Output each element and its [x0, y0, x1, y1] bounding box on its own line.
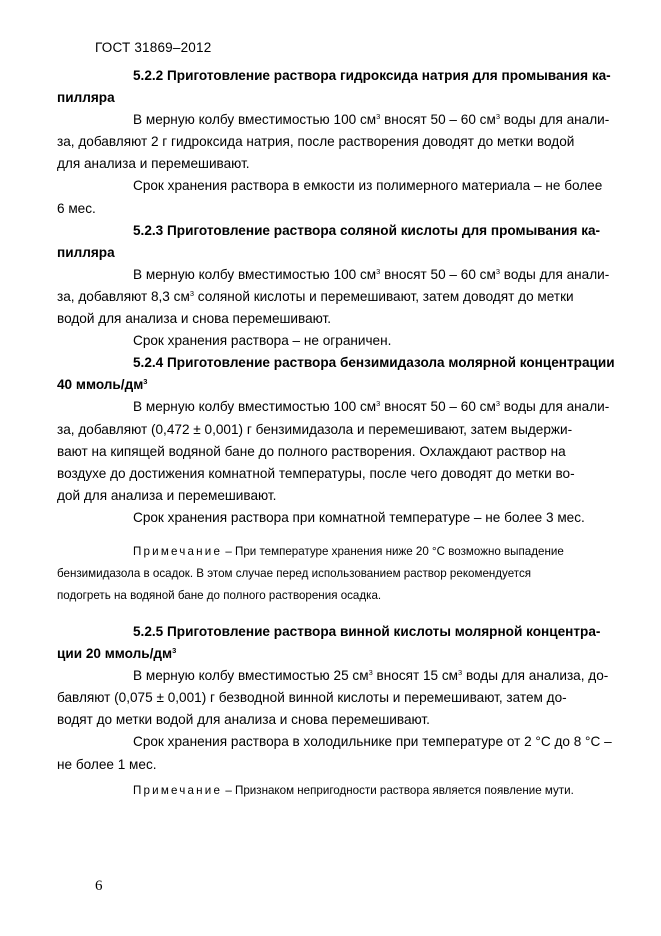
section-5-2-2-paragraph-1: В мерную колбу вместимостью 100 $см^3$ вносят 50 – 60 $см^3$ воды для анали- за, добавляют 2 г гидроксида натрия, после растворения доводят до метки водой для анализа и перемешивают.	[57, 112, 610, 172]
section-5-2-2-paragraph-2: Срок хранения раствора в емкости из полимерного материала – не более 6 мес.	[57, 178, 603, 216]
section-5-2-4-note: Примечание – При температуре хранения ниже 20 °С возможно выпадение бензимидазола в осадок. В этом случае перед использованием раствор рекомендуется подогреть на водяной бане до полного растворения осадка.	[57, 544, 564, 602]
document-body	[57, 65, 615, 802]
section-5-2-3-heading: 5.2.3 Приготовление раствора соляной кислоты для промывания ка- пилляра	[57, 222, 601, 260]
note-label: Примечание	[133, 783, 223, 797]
section-5-2-5-heading: 5.2.5 Приготовление раствора винной кислоты молярной концентра- ции 20 ммоль/$дм^3$	[57, 623, 601, 662]
section-5-2-5-paragraph-2: Срок хранения раствора в холодильнике при температуре от 2 °С до 8 °С – не более 1 мес.	[57, 734, 612, 772]
document-header: ГОСТ 31869–2012	[95, 40, 212, 55]
section-5-2-2-heading: 5.2.2 Приготовление раствора гидроксида натрия для промывания ка- пилляра	[57, 68, 611, 106]
note-label: Примечание	[133, 544, 223, 558]
section-5-2-5-note: Примечание – Признаком непригодности раствора является появление мути.	[133, 783, 574, 797]
section-5-2-4-paragraph-2: Срок хранения раствора при комнатной температуре – не более 3 мес.	[133, 509, 585, 525]
section-5-2-3-paragraph-1: В мерную колбу вместимостью 100 $см^3$ вносят 50 – 60 $см^3$ воды для анали- за, добавляют 8,3 $см^3$ соляной кислоты и перемешивают, затем доводят до метки водой для анализа и снова перемешивают.	[57, 266, 610, 327]
section-5-2-4-paragraph-1: В мерную колбу вместимостью 100 $см^3$ вносят 50 – 60 $см^3$ воды для анали- за, добавляют (0,472 ± 0,001) г бензимидазола и перемешивают, затем выдержи- вают на кипящей водяной бане до полного растворения. Охлаждают раствор на воздухе до достижения комнатной температуры, после чего доводят до метки во- дой для анализа и перемешивают.	[57, 399, 610, 503]
section-5-2-5-paragraph-1: В мерную колбу вместимостью 25 $см^3$ вносят 15 $см^3$ воды для анализа, до- бавляют (0,075 ± 0,001) г безводной винной кислоты и перемешивают, затем до- водят до метки водой для анализа и снова перемешивают.	[57, 668, 609, 728]
section-5-2-4-heading: 5.2.4 Приготовление раствора бензимидазола молярной концентрации 40 ммоль/$дм^3$	[57, 355, 615, 393]
section-5-2-3-paragraph-2: Срок хранения раствора – не ограничен.	[133, 333, 392, 349]
page-number: 6	[95, 878, 103, 894]
